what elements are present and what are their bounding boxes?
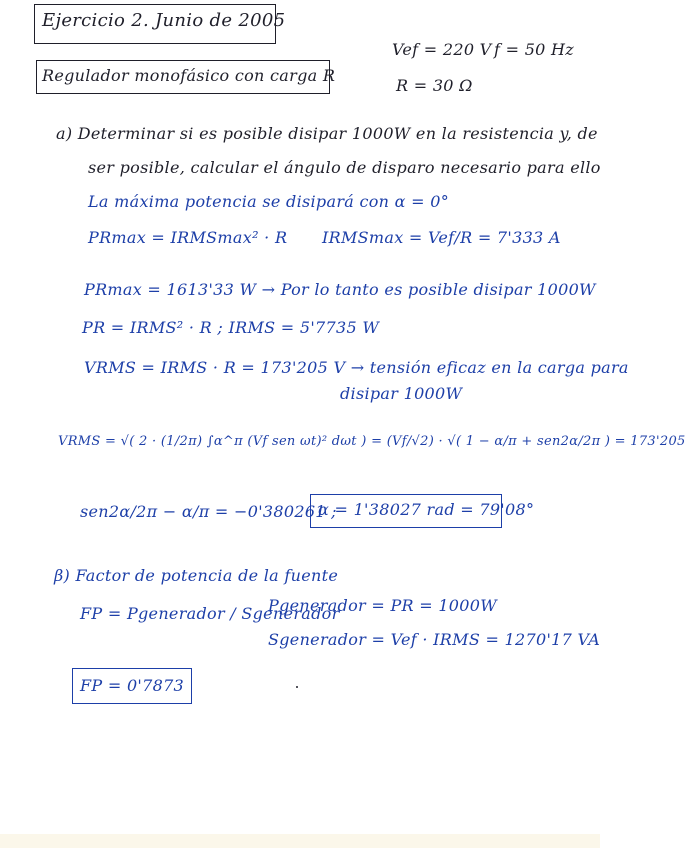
part-a-question-line2: ser posible, calcular el ángulo de disparo necesario para ello [88,158,601,177]
max-power-note: La máxima potencia se disipará con α = 0° [88,192,450,211]
exercise-title: Ejercicio 2. Junio de 2005 [42,10,286,31]
page-bottom-strip [0,834,600,848]
irms-max-formula: IRMSmax = Vef/R = 7'333 A [322,228,561,247]
pmax-value: PRmax = 1613'33 W → Por lo tanto es posible disipar 1000W [84,280,596,299]
fp-formula: FP = Pgenerador / Sgenerador [80,604,340,623]
param-freq: f = 50 Hz [494,40,575,59]
part-a-question-line1: a) Determinar si es posible disipar 1000W en la resistencia y, de [56,124,598,143]
vrms-integral: VRMS = √( 2 · (1/2π) ∫α^π (Vf sen ωt)² dωt ) = (Vf/√2) · √( 1 − α/π + sen2α/2π ) = 173'205 [58,434,686,449]
exercise-subtitle: Regulador monofásico con carga R [42,66,336,85]
sgen-formula: Sgenerador = Vef · IRMS = 1270'17 VA [268,630,601,649]
pr-formula: PR = IRMS² · R ; IRMS = 5'7735 W [82,318,380,337]
pgen-formula: Pgenerador = PR = 1000W [268,596,497,615]
stray-dot [296,686,298,688]
vrms-formula-cont: disipar 1000W [340,384,463,403]
vrms-formula: VRMS = IRMS · R = 173'205 V → tensión eficaz en la carga para [84,358,629,377]
part-b-heading: β) Factor de potencia de la fuente [54,566,339,585]
param-vef: Vef = 220 V [392,40,492,59]
param-r: R = 30 Ω [396,76,473,95]
pmax-formula: PRmax = IRMSmax² · R [88,228,288,247]
alpha-result: α = 1'38027 rad = 79'08° [318,500,535,519]
solve-equation: sen2α/2π − α/π = −0'380261 ; [80,502,337,521]
fp-result: FP = 0'7873 [80,676,185,695]
